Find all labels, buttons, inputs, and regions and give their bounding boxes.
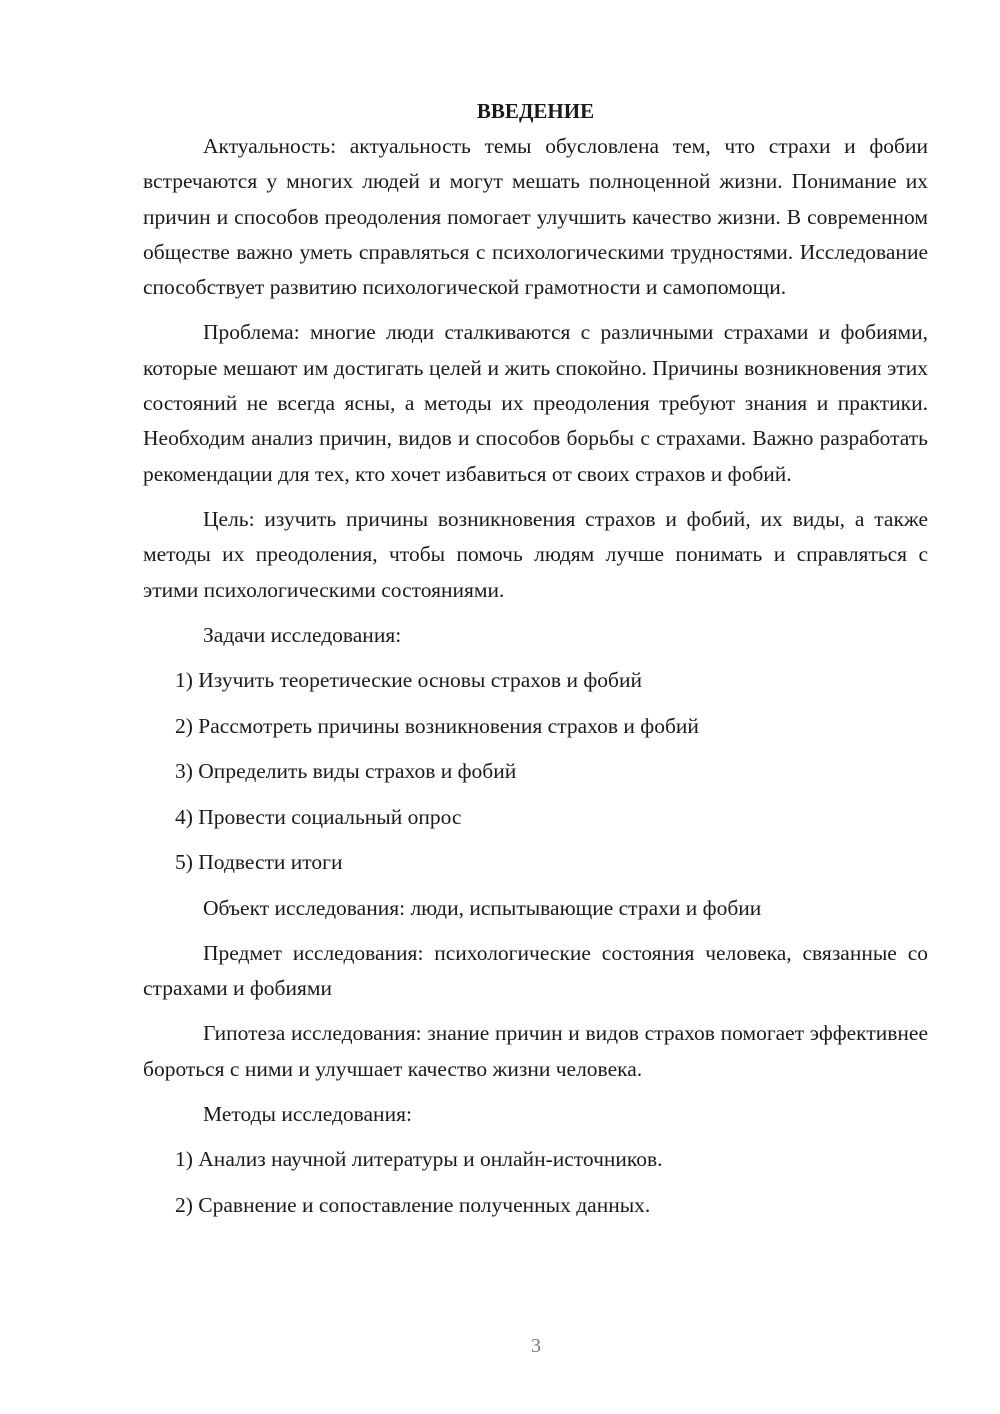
- section-title: ВВЕДЕНИЕ: [476, 99, 595, 123]
- method-item-1: 1) Анализ научной литературы и онлайн-источников.: [175, 1147, 663, 1172]
- page-number: 3: [531, 1335, 541, 1357]
- task-item-2: 2) Рассмотреть причины возникновения страхов и фобий: [175, 713, 699, 738]
- task-item-3: 3) Определить виды страхов и фобий: [175, 759, 517, 784]
- task-item-1: 1) Изучить теоретические основы страхов и фобий: [175, 668, 642, 693]
- methods-heading: Методы исследования:: [203, 1102, 412, 1127]
- paragraph-problem: Проблема: многие люди сталкиваются с различными страхами и фобиями, которые мешают им достигать целей и жить спокойно. Причины возникновения этих состояний не всегда ясны, а методы их преодоления требуют знания и практики. Необходим анализ причин, видов и способов борьбы с страхами. Важно разработать рекомендации для тех, кто хочет избавиться от своих страхов и фобий.: [143, 320, 928, 486]
- paragraph-hypothesis: Гипотеза исследования: знание причин и видов страхов помогает эффективнее бороться с ними и улучшает качество жизни человека.: [143, 1021, 928, 1081]
- tasks-heading: Задачи исследования:: [203, 622, 402, 647]
- task-item-4: 4) Провести социальный опрос: [175, 804, 462, 829]
- method-item-2: 2) Сравнение и сопоставление полученных данных.: [175, 1192, 651, 1217]
- paragraph-subject: Предмет исследования: психологические состояния человека, связанные со страхами и фобиями: [143, 940, 928, 1001]
- task-item-5: 5) Подвести итоги: [175, 850, 343, 875]
- paragraph-goal: Цель: изучить причины возникновения страхов и фобий, их виды, а также методы их преодоления, чтобы помочь людям лучше понимать и справляться с этими психологическими состояниями.: [143, 506, 928, 602]
- paragraph-relevance: Актуальность: актуальность темы обусловлена тем, что страхи и фобии встречаются у многих людей и могут мешать полноценной жизни. Понимание их причин и способов преодоления помогает улучшить качество жизни. В современном обществе важно уметь справляться с психологическими трудностями. Исследование способствует развитию психологической грамотности и самопомощи.: [143, 134, 928, 300]
- document-page: [143, 94, 928, 1233]
- paragraph-object: Объект исследования: люди, испытывающие страхи и фобии: [203, 895, 762, 920]
